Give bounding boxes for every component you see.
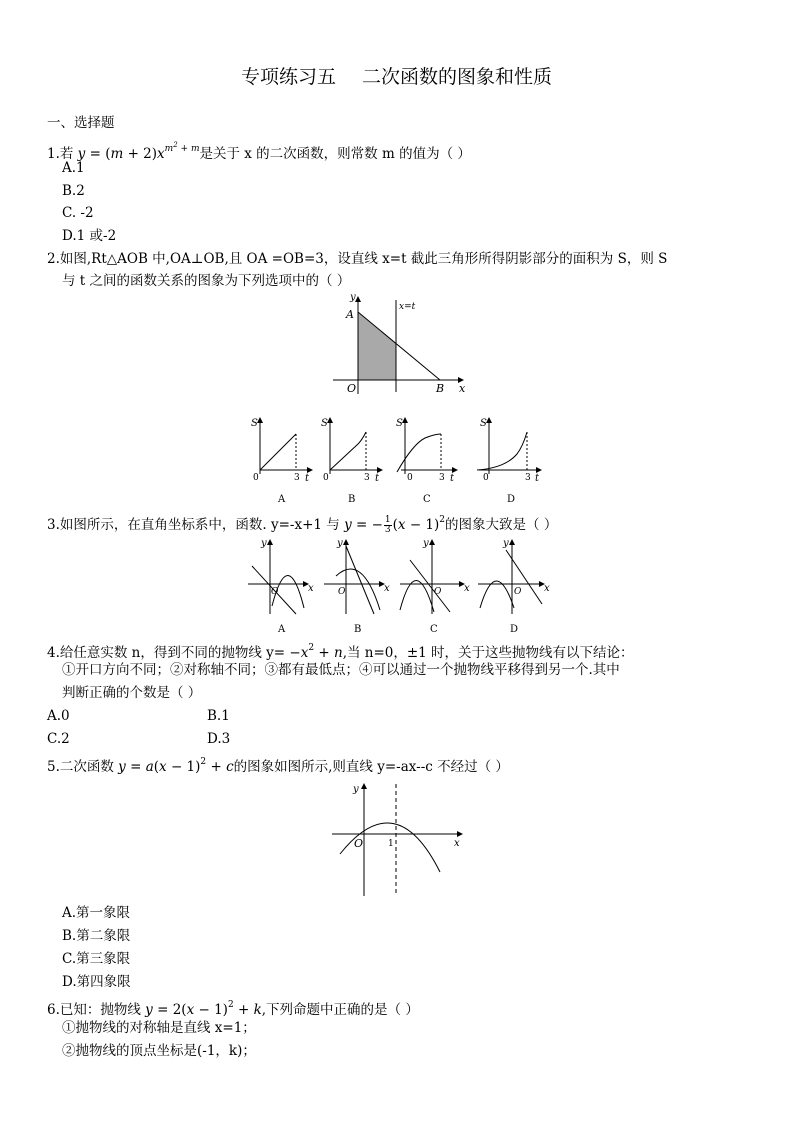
q4-prefix: 4.给任意实数 n，得到不同的抛物线 y=	[47, 645, 286, 661]
q1-formula: $y = (m + 2)x^{m^2 + m}$	[77, 141, 200, 162]
svg-text:y: y	[337, 538, 343, 549]
q4-option-d: D.3	[207, 731, 231, 747]
svg-text:x: x	[464, 583, 470, 594]
svg-text:O: O	[354, 837, 364, 850]
graph-letter: A	[278, 494, 286, 505]
q5-option-a: A.第一象限	[62, 905, 131, 921]
label-x: x	[459, 382, 466, 395]
q2-graph-a	[250, 414, 315, 504]
svg-text:y: y	[261, 538, 267, 549]
q4-formula: $-x^2 + n$	[285, 643, 343, 661]
svg-text:S: S	[396, 418, 403, 429]
svg-text:t: t	[450, 473, 455, 484]
q3-graph-a	[246, 536, 318, 636]
q6-suffix: ,下列命题中正确的是（ ）	[261, 1002, 419, 1018]
svg-text:x: x	[544, 583, 550, 594]
curve-b	[330, 432, 366, 470]
curve-d	[477, 432, 527, 470]
graph-letter: D	[507, 494, 516, 505]
question-3-stem	[47, 510, 557, 535]
q3-formula: y = − $\frac{1}{3}$ $(x - 1)^2$	[344, 515, 446, 535]
q2-graph-d	[475, 414, 545, 504]
curve-a	[260, 434, 296, 470]
q5-option-c: C.第三象限	[62, 951, 131, 967]
svg-text:t: t	[305, 473, 310, 484]
svg-text:3: 3	[364, 473, 370, 483]
svg-text:y: y	[503, 538, 509, 549]
q1-option-c: C. -2	[62, 205, 94, 221]
label-b: B	[436, 382, 445, 395]
curve-c	[397, 434, 441, 472]
q5-suffix: 的图象如图所示,则直线 y=-ax--c 不经过（ ）	[233, 759, 509, 775]
svg-text:0: 0	[407, 473, 413, 483]
svg-text:1: 1	[388, 839, 394, 849]
q1-prefix: 1.若	[47, 146, 78, 162]
q3-prefix: 3.如图所示，在直角坐标系中，函数. y=-x+1 与	[47, 517, 345, 533]
question-4-line3: 判断正确的个数是（ ）	[62, 685, 202, 701]
shaded-region	[358, 312, 396, 380]
q1-option-b: B.2	[62, 183, 85, 199]
svg-text:S: S	[480, 418, 487, 429]
graph-letter: A	[278, 624, 286, 635]
q5-option-b: B.第二象限	[62, 928, 131, 944]
svg-text:t: t	[375, 473, 380, 484]
title-part-2: 二次函数的图象和性质	[362, 66, 553, 88]
svg-text:3: 3	[525, 473, 531, 483]
svg-text:0: 0	[483, 473, 489, 483]
graph-letter: C	[423, 494, 431, 505]
section-heading: 一、选择题	[47, 115, 115, 131]
label-y: y	[350, 292, 356, 303]
graph-letter: D	[510, 624, 519, 635]
question-2-stem-line1: 2.如图,Rt△AOB 中,OA⊥OB,且 OA =OB=3，设直线 x=t 截此三角形所得阴影部分的面积为 S，则 S	[47, 251, 668, 267]
q3-graph-c	[398, 536, 470, 636]
svg-text:S: S	[251, 418, 258, 429]
svg-text:x: x	[384, 583, 390, 594]
question-6-stem	[47, 995, 419, 1020]
graph-letter: B	[348, 494, 356, 505]
q1-option-a: A.1	[62, 160, 85, 176]
svg-text:O: O	[338, 587, 346, 597]
svg-text:3: 3	[294, 473, 300, 483]
q5-prefix: 5.二次函数	[47, 759, 119, 775]
question-2-stem-line2: 与 t 之间的函数关系的图象为下列选项中的（ ）	[62, 273, 351, 289]
svg-text:0: 0	[253, 473, 259, 483]
straight-line	[410, 560, 450, 612]
svg-text:y: y	[423, 538, 429, 549]
svg-text:S: S	[321, 418, 328, 429]
svg-text:y: y	[353, 784, 359, 795]
label-x-t: x=t	[399, 302, 416, 312]
question-1-stem	[47, 135, 471, 164]
page-title	[0, 62, 793, 89]
graph-letter: C	[430, 624, 438, 635]
question-4-line2: ①开口方向不同；②对称轴不同；③都有最低点；④可以通过一个抛物线平移得到另一个.其中	[62, 662, 620, 678]
label-a: A	[346, 308, 354, 321]
q4-suffix: ,当 n=0，±1 时，关于这些抛物线有以下结论：	[342, 645, 634, 661]
q5-option-d: D.第四象限	[62, 974, 131, 990]
q1-suffix: 是关于 x 的二次函数，则常数 m 的值为（ ）	[199, 146, 471, 162]
svg-text:x: x	[308, 583, 314, 594]
q3-graph-d	[476, 536, 552, 636]
q6-formula: $y = 2(x - 1)^2 + k$	[145, 1000, 262, 1018]
straight-line	[346, 546, 374, 614]
graph-letter: B	[354, 624, 362, 635]
straight-line	[506, 550, 542, 604]
q2-triangle-figure	[328, 292, 473, 397]
svg-text:O: O	[271, 587, 279, 597]
q3-suffix: 的图象大致是（ ）	[445, 517, 558, 533]
svg-text:t: t	[535, 473, 540, 484]
q3-graph-b	[322, 536, 394, 636]
q2-graph-b	[320, 414, 385, 504]
svg-text:O: O	[434, 587, 442, 597]
label-o: O	[347, 382, 357, 395]
question-5-stem	[47, 752, 509, 777]
q4-option-a: A.0	[47, 708, 70, 724]
q1-option-d: D.1 或-2	[62, 228, 117, 244]
q4-option-c: C.2	[47, 731, 70, 747]
q2-graph-c	[395, 414, 460, 504]
q6-prefix: 6.已知：抛物线	[47, 1002, 146, 1018]
q4-option-b: B.1	[207, 708, 230, 724]
svg-text:0: 0	[323, 473, 329, 483]
q5-formula: $y = a(x - 1)^2 + c$	[118, 757, 234, 775]
q6-item-2: ②抛物线的顶点坐标是(-1，k)；	[62, 1043, 256, 1059]
svg-text:x: x	[454, 838, 460, 849]
q5-parabola-figure	[330, 780, 470, 900]
parabola	[480, 581, 514, 608]
svg-text:3: 3	[439, 473, 445, 483]
q6-item-1: ①抛物线的对称轴是直线 x=1；	[62, 1020, 256, 1036]
svg-text:O: O	[514, 587, 522, 597]
title-part-1: 专项练习五	[240, 66, 336, 88]
